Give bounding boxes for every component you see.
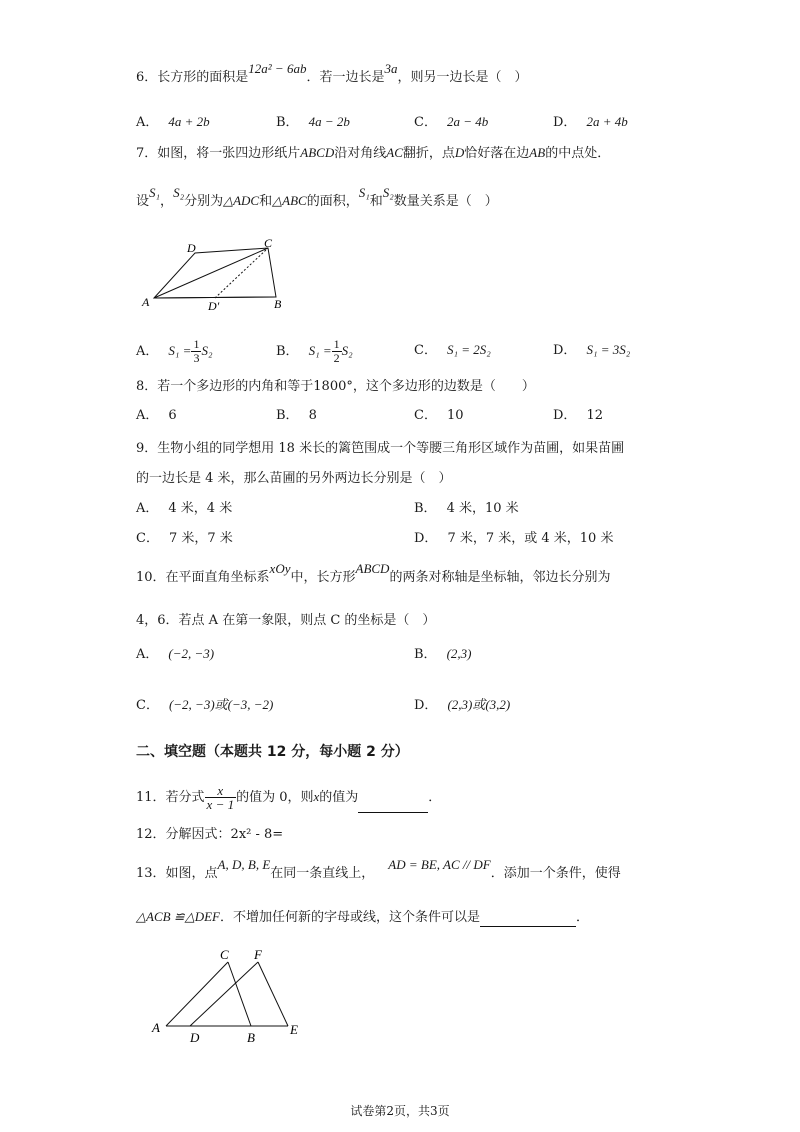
q7-label-b: B	[274, 297, 282, 311]
q9-option-d[interactable]: D． 7 米，7 米，或 4 米，10 米	[414, 531, 614, 546]
question-7-line-2: 设S₁，S₂分别为△ADC和△ABC的面积，S₁和S₂数量关系是（ ）	[136, 185, 498, 209]
q7-label-d: D	[187, 241, 196, 255]
q6-option-d[interactable]: D． 2a + 4b	[553, 114, 628, 130]
section-2-title: 二、填空题（本题共 12 分，每小题 2 分）	[136, 744, 409, 760]
q6-side-expression: 3a	[384, 61, 398, 76]
q9-option-b[interactable]: B． 4 米，10 米	[414, 501, 519, 516]
q10-option-d[interactable]: D． (2,3)或(3,2)	[414, 697, 511, 713]
q11-answer-blank[interactable]	[358, 798, 428, 813]
q13-label-d: D	[190, 1030, 200, 1045]
question-13-line-2: △ACB ≌△DEF．不增加任何新的字母或线，这个条件可以是 ．	[136, 909, 589, 925]
q7-diagonal-ac	[154, 248, 268, 298]
q13-label-c: C	[220, 948, 229, 962]
q13-segment-ac	[166, 962, 228, 1026]
question-11: 11．若分式 $\frac{x}{x - 1}$ 的值为 0，则x的值为 ．	[136, 783, 442, 812]
question-8: 8．若一个多边形的内角和等于1800°，这个多边形的边数是（ ）	[136, 379, 535, 394]
q8-option-b[interactable]: B． 8	[276, 408, 317, 423]
q8-option-d[interactable]: D． 12	[553, 408, 603, 423]
q7-edge-ab	[154, 297, 276, 298]
q7-label-d-prime: D′	[208, 299, 220, 313]
q6-text: ．若一边长是	[306, 70, 385, 85]
question-13-line-1: 13．如图，点A, D, B, E在同一条直线上，AD = BE, AC // DF．添加一个条件，使得	[136, 857, 621, 881]
q10-option-a[interactable]: A． (−2, −3)	[136, 646, 215, 662]
q9-option-a[interactable]: A． 4 米，4 米	[136, 501, 233, 516]
question-6	[136, 61, 528, 87]
q6-option-a[interactable]: A． 4a + 2b	[136, 114, 210, 130]
q7-figure	[140, 236, 300, 316]
q7-option-c[interactable]: C． S₁ = 2S₂	[414, 342, 491, 358]
q10-option-b[interactable]: B． (2,3)	[414, 646, 472, 662]
q7-label-a: A	[142, 295, 150, 309]
q7-option-a[interactable]: A． S₁ = $\frac{1}{3}$ S₂	[136, 337, 213, 365]
q6-text: 6．长方形的面积是	[136, 70, 249, 85]
q7-label-c: C	[264, 236, 273, 250]
question-12: 12．分解因式：2x² - 8=	[136, 827, 284, 842]
q13-label-f: F	[254, 948, 262, 962]
question-9-line-2: 的一边长是 4 米，那么苗圃的另外两边长分别是（ ）	[136, 471, 452, 486]
q8-option-c[interactable]: C． 10	[414, 408, 464, 423]
q13-figure	[148, 948, 308, 1048]
q13-label-b: B	[247, 1030, 255, 1045]
question-9-line-1: 9．生物小组的同学想用 18 米长的篱笆围成一个等腰三角形区域作为苗圃，如果苗圃	[136, 441, 625, 456]
page-footer: 试卷第2页，共3页	[350, 1104, 450, 1118]
question-7-line-1: 7．如图，将一张四边形纸片ABCD沿对角线AC翻折，点D恰好落在边AB的中点处．	[136, 145, 611, 161]
q6-text: ，则另一边长是（ ）	[397, 70, 528, 85]
q9-option-c[interactable]: C． 7 米，7 米	[136, 531, 233, 546]
question-10-line-1: 10．在平面直角坐标系xOy中，长方形ABCD的两条对称轴是坐标轴，邻边长分别为	[136, 561, 611, 585]
q7-option-b[interactable]: B． S₁ = $\frac{1}{2}$ S₂	[276, 337, 353, 365]
q6-area-expression: 12a² − 6ab	[248, 61, 307, 76]
question-10-line-2: 4，6．若点 A 在第一象限，则点 C 的坐标是（ ）	[136, 613, 436, 628]
q13-answer-blank[interactable]	[480, 912, 576, 927]
q13-segment-fe	[258, 962, 288, 1026]
q7-option-d[interactable]: D． S₁ = 3S₂	[553, 342, 631, 358]
q6-option-b[interactable]: B． 4a − 2b	[276, 114, 350, 130]
q10-option-c[interactable]: C． (−2, −3)或(−3, −2)	[136, 697, 274, 713]
q6-option-c[interactable]: C． 2a − 4b	[414, 114, 489, 130]
q7-fold-line	[215, 248, 268, 298]
q8-option-a[interactable]: A． 6	[136, 408, 177, 423]
q13-label-e: E	[290, 1022, 298, 1037]
q13-label-a: A	[152, 1020, 160, 1035]
